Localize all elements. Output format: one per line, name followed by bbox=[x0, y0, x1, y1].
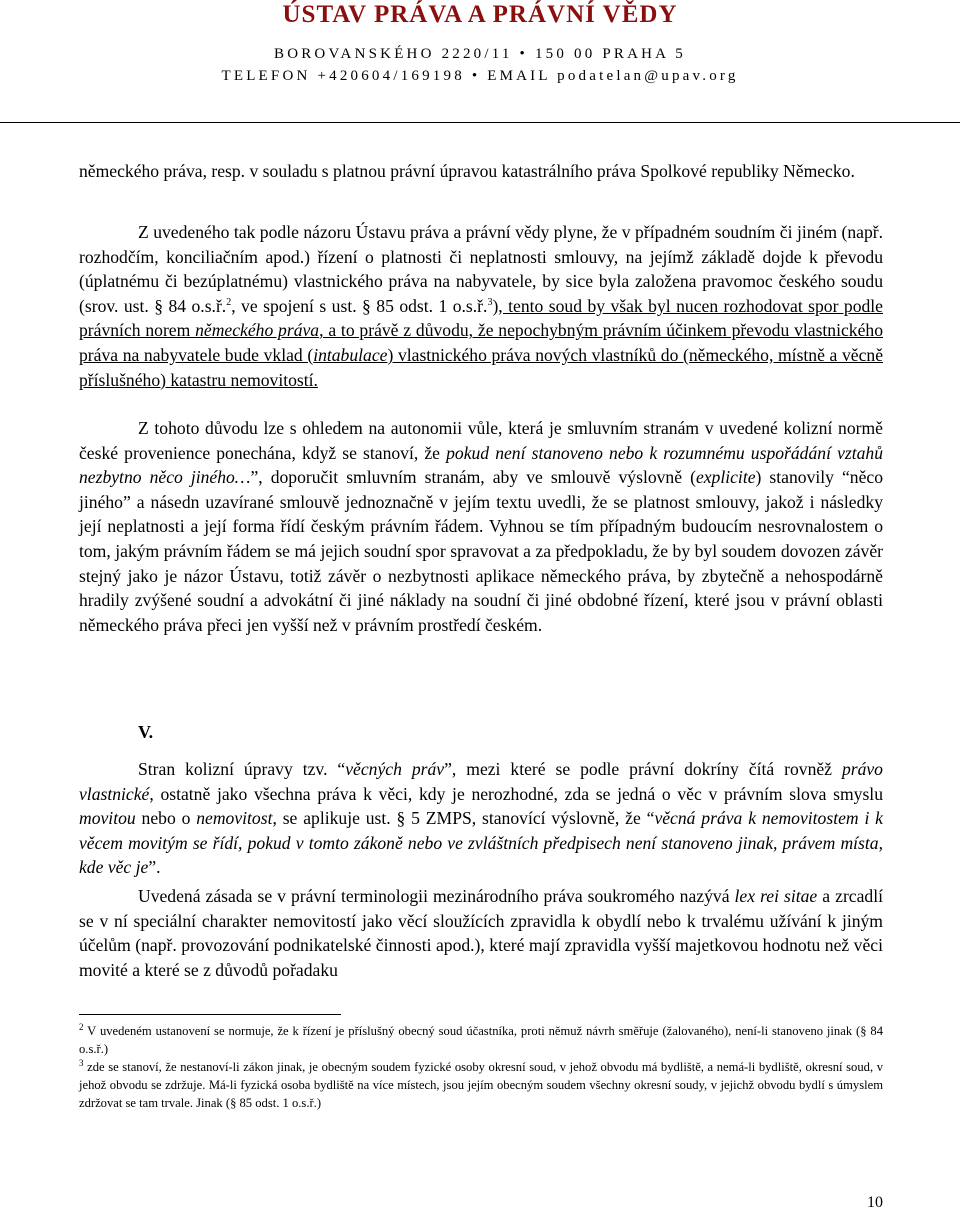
paragraph-1 bbox=[79, 159, 883, 184]
footnote-2 bbox=[79, 1022, 883, 1058]
p4-text-6: ”. bbox=[148, 857, 161, 878]
footnote-3 bbox=[79, 1058, 883, 1112]
p3-text-3: ) stanovily “něco jiného” a násedn uzavírané smlouvě jednoznačně v jejím textu uvedli, že se platnost smlouvy, jakož i následky její neplatnosti a její forma řídí českým právním řádem. Vyhnou se tím případným budoucím nesrovnalostem o tom, jakým právním řádem se má jejich soudní spor spravovat a za předpokladu, že by byl soudem dovozen závěr stejný jako je názor Ústavu, totiž závěr o nezbytnosti aplikace německého práva, by zbytečně a nehospodárně hradily zvýšené soudní a advokátní či jiné náklady na soudní či jiné obdobné řízení, které jsou v právní oblasti německého práva přeci jen vyšší než v právním prostředí českém. bbox=[79, 467, 884, 635]
contact-line: TELEFON +420604/169198 • EMAIL podatelan@upav.org bbox=[221, 68, 739, 84]
p4-text-1: Stran kolizní úpravy tzv. “ bbox=[138, 759, 346, 779]
address-line: BOROVANSKÉHO 2220/11 • 150 00 PRAHA 5 bbox=[273, 46, 687, 62]
p2-text-3: ), tento soud by však byl nucen rozhodovat spor podle právních norem bbox=[79, 295, 883, 341]
p4-italic-1: věcných práv bbox=[345, 759, 445, 779]
p2-text-5: ) vlastnického práva nových vlastníků do (německého, místně a věcně příslušného) katastru nemovitostí. bbox=[79, 344, 883, 390]
paragraph-5 bbox=[79, 884, 883, 982]
p2-italic-2: intabulace bbox=[313, 344, 388, 365]
p2-italic-1: německého práva bbox=[195, 320, 320, 341]
p3-text-1: Z tohoto důvodu lze s ohledem na autonomii vůle, která je smluvním stranám v uvedené kolizní normě české provenience ponechána, když se stanoví, že bbox=[79, 418, 883, 463]
p4-italic-2: právo vlastnické bbox=[79, 759, 883, 804]
institute-title: ÚSTAV PRÁVA A PRÁVNÍ VĚDY bbox=[282, 1, 678, 28]
p2-text-1: Z uvedeného tak podle názoru Ústavu práva a právní vědy plyne, že v případném soudním či jiném (např. rozhodčím, konciliačním apod.) řízení o platnosti či neplatnosti smlouvy, na jejímž základě dojde k převodu (úplatnému či bezúplatnému) vlastnického práva na nabyvatele, by sice byla založena pravomoc českého soudu (srov. ust. § 84 o.s.ř. bbox=[79, 222, 883, 316]
footnote-ref-3[interactable]: 3 bbox=[487, 296, 493, 308]
p2-text-2: , ve spojení s ust. § 85 odst. 1 o.s.ř. bbox=[231, 295, 488, 316]
header-rule bbox=[0, 122, 960, 123]
p4-text-4: nebo o bbox=[135, 808, 197, 829]
paragraph-1-text: německého práva, resp. v souladu s platnou právní úpravou katastrálního práva Spolkové republiky Německo. bbox=[79, 161, 855, 181]
paragraph-4 bbox=[79, 757, 883, 880]
p4-text-2: ”, mezi které se podle právní dokríny čítá rovněž bbox=[444, 759, 842, 779]
footnote-3-text: zde se stanoví, že nestanoví-li zákon jinak, je obecným soudem fyzické osoby okresní soud, v jehož obvodu má bydliště, a nemá-li bydliště, okresní soud, v jehož obvodu se zdržuje. Má-li fyzická osoba bydliště na více místech, jsou jejím obecným soudem všechny okresní soudy, v jejichž obvodu bydlí s úmyslem zdržovat se tam trvale. Jinak (§ 85 odst. 1 o.s.ř.) bbox=[79, 1060, 883, 1110]
p3-text-2: ”, doporučit smluvním stranám, aby ve smlouvě výslovně ( bbox=[250, 467, 696, 488]
page-number: 10 bbox=[867, 1194, 883, 1211]
p3-italic-2: explicite bbox=[695, 467, 756, 488]
p4-italic-5: věcná práva k nemovitostem i k věcem movitým se řídí, pokud v tomto zákoně nebo ve zvláštních předpisech není stanoveno jinak, právem místa, kde věc je bbox=[79, 808, 883, 878]
p4-text-5: , se aplikuje ust. § 5 ZMPS, stanovící výslovně, že “ bbox=[272, 808, 655, 829]
paragraph-3 bbox=[79, 416, 883, 637]
footnotes bbox=[79, 1022, 883, 1112]
section-heading: V. bbox=[138, 722, 154, 742]
footnote-3-number: 3 bbox=[79, 1057, 84, 1068]
footnote-2-number: 2 bbox=[79, 1021, 84, 1032]
p4-text-3: , ostatně jako všechna práva k věci, kdy je nerozhodné, zda se jedná o věc v právním slova smyslu bbox=[149, 783, 883, 804]
footnote-2-text: V uvedeném ustanovení se normuje, že k řízení je příslušný obecný soud účastníka, proti němuž návrh směřuje (žalovaného), není-li stanoveno jinak (§ 84 o.s.ř.) bbox=[79, 1024, 883, 1056]
p5-text-2: a zrcadlí se v ní speciální charakter nemovitostí jako věcí sloužících zpravidla k obydlí nebo k trvalému užívání k jiným účelům (např. provozování podnikatelské činnosti apod.), které mají zpravidla vyšší majetkovou hodnotu než věci movité a které se z důvodů pořadaku bbox=[79, 886, 883, 980]
p5-italic-1: lex rei sitae bbox=[734, 886, 818, 906]
p4-italic-4: nemovitost bbox=[196, 808, 273, 829]
p5-text-1: Uvedená zásada se v právní terminologii mezinárodního práva soukromého nazývá bbox=[138, 886, 735, 906]
p2-text-4: , a to právě z důvodu, že nepochybným právním účinkem převodu vlastnického práva na nabyvatele bude vklad ( bbox=[79, 320, 883, 365]
footnote-separator bbox=[79, 1014, 341, 1015]
footnote-ref-2[interactable]: 2 bbox=[226, 296, 232, 308]
paragraph-2 bbox=[79, 220, 883, 392]
p4-italic-3: movitou bbox=[79, 808, 136, 829]
p3-italic-1: pokud není stanoveno nebo k rozumnému uspořádání vztahů nezbytno něco jiného… bbox=[79, 442, 884, 488]
